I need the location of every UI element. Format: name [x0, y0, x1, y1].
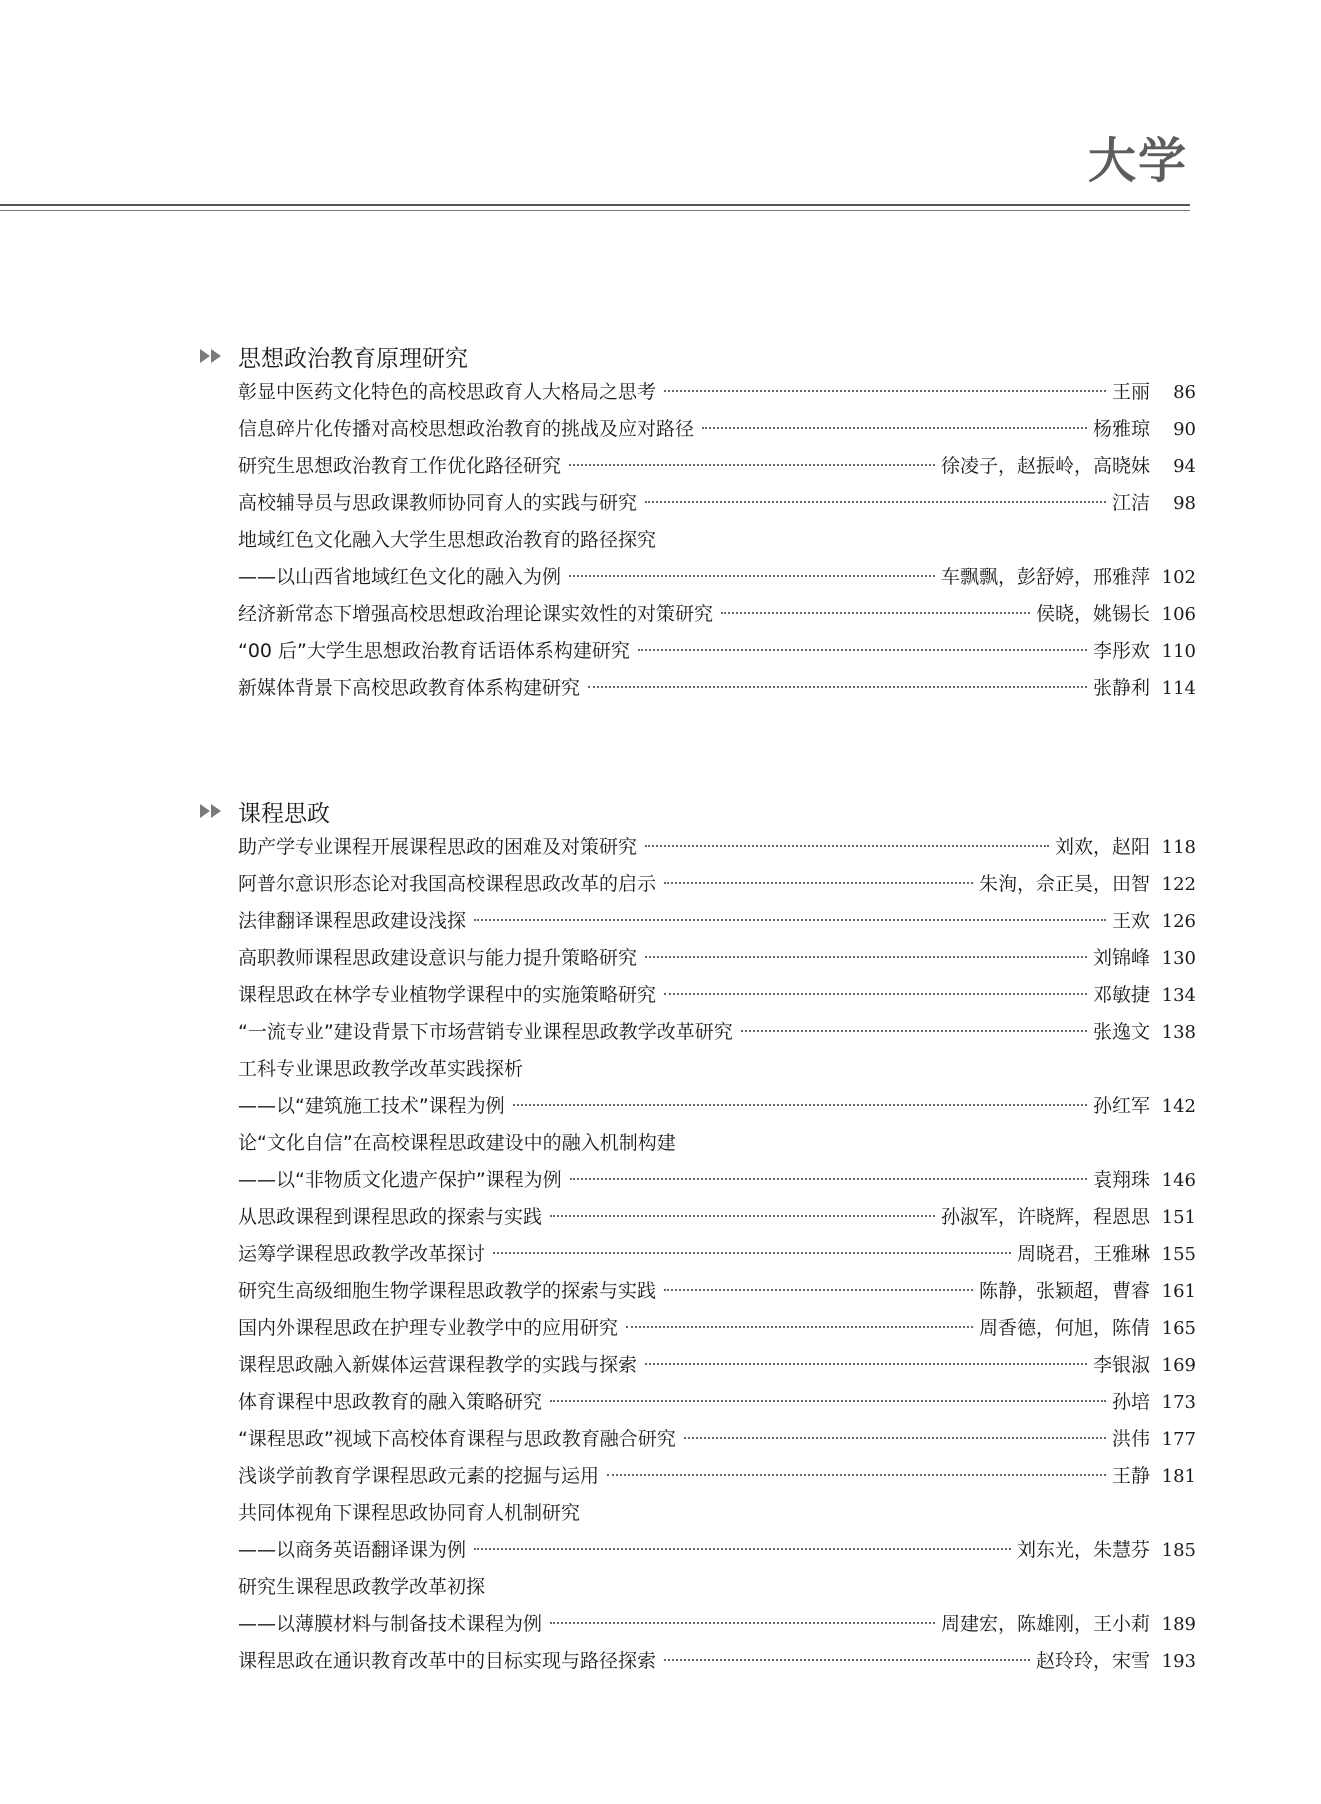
header-rule-thin	[0, 210, 1190, 211]
entry-title: 信息碎片化传播对高校思想政治教育的挑战及应对路径	[238, 418, 695, 440]
toc-entry[interactable]	[238, 485, 1196, 522]
entry-authors: 邓敏捷	[1092, 984, 1150, 1006]
entry-authors: 王欢	[1111, 910, 1150, 932]
entry-title: 经济新常态下增强高校思想政治理论课实效性的对策研究	[238, 603, 714, 625]
leader-dots	[664, 881, 973, 884]
page-title: 大学	[1087, 133, 1188, 189]
leader-dots	[474, 1547, 1011, 1550]
toc-entry[interactable]	[238, 522, 1196, 596]
entry-page: 118	[1161, 837, 1196, 858]
toc-entry[interactable]	[238, 1014, 1196, 1051]
entry-page: 151	[1161, 1207, 1196, 1228]
leader-dots	[569, 574, 935, 577]
entry-page: 106	[1161, 604, 1196, 625]
entry-title: 课程思政在林学专业植物学课程中的实施策略研究	[238, 984, 657, 1006]
section-header	[198, 338, 1198, 374]
entry-page: 161	[1161, 1281, 1196, 1302]
double-arrow-icon	[198, 338, 238, 374]
entry-title: 研究生思想政治教育工作优化路径研究	[238, 455, 562, 477]
toc-entry[interactable]	[238, 1051, 1196, 1125]
entry-title: ——以山西省地域红色文化的融入为例	[238, 566, 562, 588]
entry-authors: 侯晓，姚锡长	[1035, 603, 1150, 625]
entry-authors: 周建宏，陈雄刚，王小莉	[940, 1613, 1150, 1635]
leader-dots	[588, 685, 1087, 688]
entry-page: 114	[1161, 678, 1196, 699]
entry-main-title: 工科专业课思政教学改革实践探析	[238, 1058, 524, 1080]
entry-authors: 张静利	[1092, 677, 1150, 699]
toc-entry[interactable]	[238, 829, 1196, 866]
toc-entry[interactable]	[238, 1458, 1196, 1495]
entry-page: 169	[1161, 1355, 1196, 1376]
toc-section-principles	[198, 338, 1198, 707]
entry-title: “课程思政”视域下高校体育课程与思政教育融合研究	[238, 1428, 676, 1450]
entry-title: “一流专业”建设背景下市场营销专业课程思政教学改革研究	[238, 1021, 733, 1043]
toc-entry[interactable]	[238, 1347, 1196, 1384]
leader-dots	[645, 955, 1087, 958]
toc-entry[interactable]	[238, 1199, 1196, 1236]
entry-title: 高校辅导员与思政课教师协同育人的实践与研究	[238, 492, 638, 514]
entry-authors: 孙淑军，许晓辉，程恩思	[940, 1206, 1150, 1228]
leader-dots	[702, 426, 1087, 429]
leader-dots	[721, 611, 1030, 614]
entry-page: 181	[1161, 1466, 1196, 1487]
leader-dots	[741, 1029, 1087, 1032]
double-arrow-icon	[198, 793, 238, 829]
entry-authors: 洪伟	[1111, 1428, 1150, 1450]
leader-dots	[550, 1621, 935, 1624]
entry-page: 90	[1173, 419, 1196, 440]
entry-title: 阿普尔意识形态论对我国高校课程思政改革的启示	[238, 873, 657, 895]
entry-title: 法律翻译课程思政建设浅探	[238, 910, 467, 932]
toc-entry[interactable]	[238, 903, 1196, 940]
entry-title: ——以“建筑施工技术”课程为例	[238, 1095, 505, 1117]
leader-dots	[607, 1473, 1106, 1476]
entry-title: 体育课程中思政教育的融入策略研究	[238, 1391, 543, 1413]
entry-authors: 王丽	[1111, 381, 1150, 403]
entry-authors: 杨雅琼	[1092, 418, 1150, 440]
entry-authors: 赵玲玲，宋雪	[1035, 1650, 1150, 1672]
entry-authors: 孙红军	[1092, 1095, 1150, 1117]
entry-page: 155	[1161, 1244, 1196, 1265]
leader-dots	[645, 1362, 1087, 1365]
entry-title: 课程思政融入新媒体运营课程教学的实践与探索	[238, 1354, 638, 1376]
toc-entry[interactable]	[238, 977, 1196, 1014]
toc-entry[interactable]	[238, 866, 1196, 903]
entry-page: 146	[1161, 1170, 1196, 1191]
entry-page: 138	[1161, 1022, 1196, 1043]
entry-page: 86	[1173, 382, 1196, 403]
entry-authors: 朱洵，佘正昊，田智	[978, 873, 1150, 895]
entry-title: 国内外课程思政在护理专业教学中的应用研究	[238, 1317, 619, 1339]
entry-title: 彰显中医药文化特色的高校思政育人大格局之思考	[238, 381, 657, 403]
entry-authors: 江洁	[1111, 492, 1150, 514]
leader-dots	[474, 918, 1106, 921]
entry-page: 173	[1161, 1392, 1196, 1413]
toc-entry[interactable]	[238, 1495, 1196, 1569]
entry-authors: 刘欢，赵阳	[1054, 836, 1150, 858]
entry-page: 98	[1173, 493, 1196, 514]
toc-section-curriculum	[198, 793, 1198, 1680]
leader-dots	[664, 1288, 973, 1291]
toc-entry[interactable]	[238, 633, 1196, 670]
entry-title: “00 后”大学生思想政治教育话语体系构建研究	[238, 640, 630, 662]
entry-main-title: 地域红色文化融入大学生思想政治教育的路径探究	[238, 529, 657, 551]
entry-title: 新媒体背景下高校思政教育体系构建研究	[238, 677, 581, 699]
leader-dots	[569, 463, 935, 466]
entry-authors: 王静	[1111, 1465, 1150, 1487]
entry-page: 177	[1161, 1429, 1196, 1450]
section-title: 课程思政	[238, 800, 330, 827]
toc-entry[interactable]	[238, 1421, 1196, 1458]
toc-entry[interactable]	[238, 940, 1196, 977]
entry-authors: 陈静，张颖超，曹睿	[978, 1280, 1150, 1302]
entry-title: 从思政课程到课程思政的探索与实践	[238, 1206, 543, 1228]
entry-authors: 车飘飘，彭舒婷，邢雅萍	[940, 566, 1150, 588]
entry-title: 浅谈学前教育学课程思政元素的挖掘与运用	[238, 1465, 600, 1487]
entry-authors: 李彤欢	[1092, 640, 1150, 662]
leader-dots	[626, 1325, 973, 1328]
leader-dots	[550, 1214, 935, 1217]
entry-authors: 张逸文	[1092, 1021, 1150, 1043]
toc-entry[interactable]	[238, 1384, 1196, 1421]
toc-entry[interactable]	[238, 596, 1196, 633]
leader-dots	[638, 648, 1087, 651]
leader-dots	[645, 844, 1049, 847]
toc-entry[interactable]	[238, 1273, 1196, 1310]
entry-title: 助产学专业课程开展课程思政的困难及对策研究	[238, 836, 638, 858]
toc-entry[interactable]	[238, 670, 1196, 707]
entry-main-title: 共同体视角下课程思政协同育人机制研究	[238, 1502, 581, 1524]
toc-entry[interactable]	[238, 1569, 1196, 1643]
header-rule-thick	[0, 204, 1190, 206]
leader-dots	[664, 1658, 1030, 1661]
entry-page: 189	[1161, 1614, 1196, 1635]
entry-page: 122	[1161, 874, 1196, 895]
leader-dots	[664, 389, 1106, 392]
toc-entry[interactable]	[238, 1643, 1196, 1680]
entry-title: ——以薄膜材料与制备技术课程为例	[238, 1613, 543, 1635]
entry-page: 134	[1161, 985, 1196, 1006]
entry-title: ——以“非物质文化遗产保护”课程为例	[238, 1169, 562, 1191]
entry-title: 高职教师课程思政建设意识与能力提升策略研究	[238, 947, 638, 969]
section-title: 思想政治教育原理研究	[238, 345, 468, 372]
entry-page: 110	[1161, 641, 1196, 662]
entry-authors: 袁翔珠	[1092, 1169, 1150, 1191]
entry-page: 130	[1161, 948, 1196, 969]
leader-dots	[513, 1103, 1087, 1106]
toc-entry[interactable]	[238, 411, 1196, 448]
leader-dots	[645, 500, 1106, 503]
entry-authors: 徐凌子，赵振岭，高晓妹	[940, 455, 1150, 477]
toc-entry[interactable]	[238, 1310, 1196, 1347]
entry-page: 142	[1161, 1096, 1196, 1117]
entry-authors: 李银淑	[1092, 1354, 1150, 1376]
toc-entry[interactable]	[238, 1125, 1196, 1199]
entry-authors: 周晓君，王雅琳	[1016, 1243, 1150, 1265]
toc-entry[interactable]	[238, 448, 1196, 485]
entry-page: 185	[1161, 1540, 1196, 1561]
entry-authors: 周香德，何旭，陈倩	[978, 1317, 1150, 1339]
entry-authors: 刘锦峰	[1092, 947, 1150, 969]
leader-dots	[570, 1177, 1087, 1180]
entry-main-title: 研究生课程思政教学改革初探	[238, 1576, 486, 1598]
section-header	[198, 793, 1198, 829]
entry-page: 94	[1173, 456, 1196, 477]
entry-title: 研究生高级细胞生物学课程思政教学的探索与实践	[238, 1280, 657, 1302]
leader-dots	[550, 1399, 1106, 1402]
entry-title: ——以商务英语翻译课为例	[238, 1539, 467, 1561]
entry-title: 运筹学课程思政教学改革探讨	[238, 1243, 486, 1265]
entry-authors: 刘东光，朱慧芬	[1016, 1539, 1150, 1561]
leader-dots	[664, 992, 1087, 995]
entry-page: 165	[1161, 1318, 1196, 1339]
entry-main-title: 论“文化自信”在高校课程思政建设中的融入机制构建	[238, 1132, 676, 1154]
toc-entry[interactable]	[238, 374, 1196, 411]
entry-page: 126	[1161, 911, 1196, 932]
leader-dots	[684, 1436, 1106, 1439]
entry-title: 课程思政在通识教育改革中的目标实现与路径探索	[238, 1650, 657, 1672]
toc-entry[interactable]	[238, 1236, 1196, 1273]
entry-page: 102	[1161, 567, 1196, 588]
leader-dots	[493, 1251, 1011, 1254]
entry-page: 193	[1161, 1651, 1196, 1672]
entry-authors: 孙培	[1111, 1391, 1150, 1413]
